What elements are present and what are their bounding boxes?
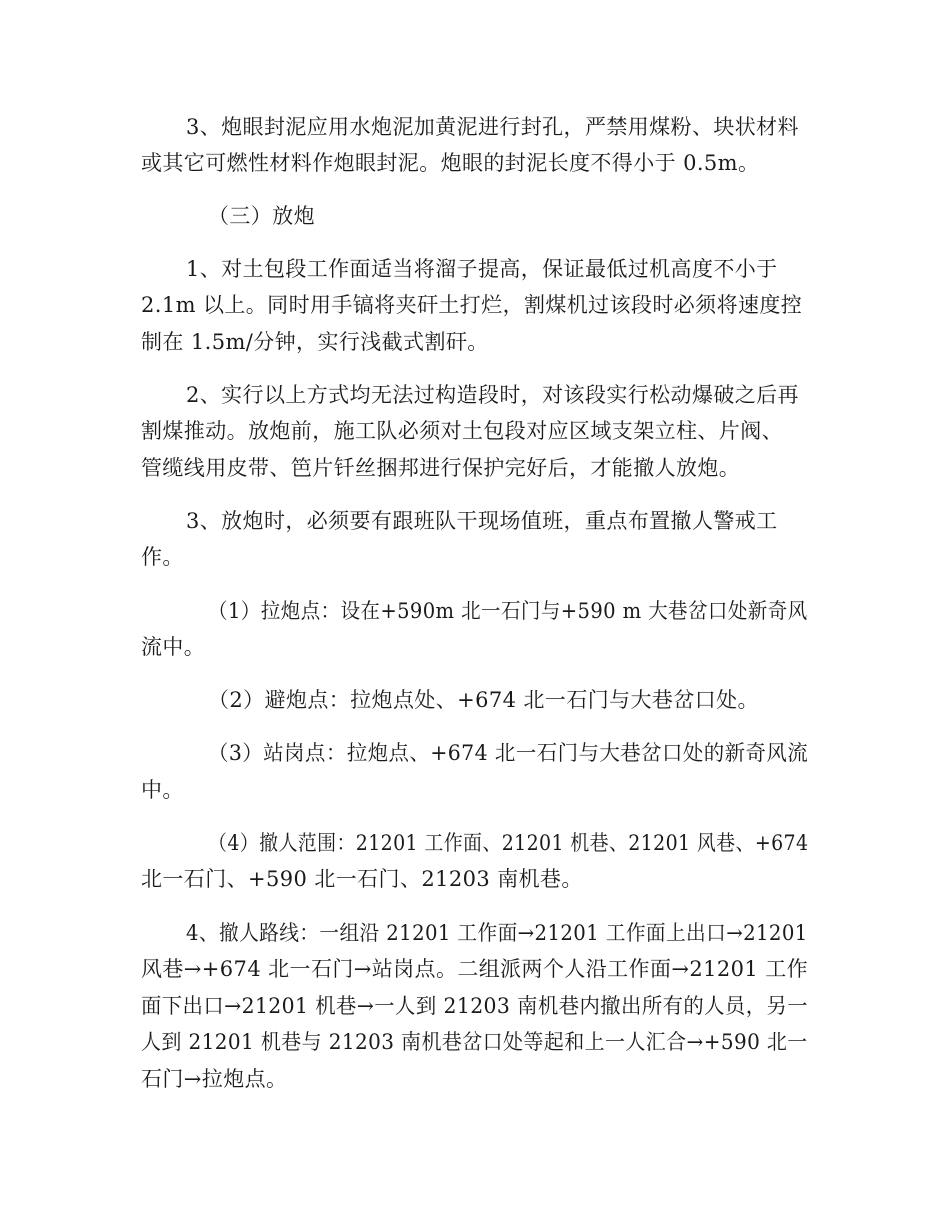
paragraph-line: 割煤推动。放炮前，施工队必须对土包段对应区域支架立柱、片阀、 [141,419,783,443]
paragraph-line: 北一石门、+590 北一石门、21203 南机巷。 [141,867,583,891]
section-heading: （三）放炮 [208,204,315,228]
paragraph-line: 中。 [141,778,184,802]
paragraph-line: （1）拉炮点：设在+590m 北一石门与+590 m 大巷岔口处新奇风 [208,599,808,623]
paragraph-line: 流中。 [141,635,206,659]
paragraph-line: 或其它可燃性材料作炮眼封泥。炮眼的封泥长度不得小于 0.5m。 [141,151,760,175]
paragraph-line: 4、撤人路线：一组沿 21201 工作面→21201 工作面上出口→21201 [186,921,808,945]
paragraph-line: 风巷→+674 北一石门→站岗点。二组派两个人沿工作面→21201 工作 [141,957,809,981]
paragraph-line: （2）避炮点：拉炮点处、+674 北一石门与大巷岔口处。 [208,688,759,712]
paragraph-line: 石门→拉炮点。 [141,1067,288,1091]
paragraph-line: 制在 1.5m/分钟，实行浅截式割矸。 [141,330,489,354]
paragraph-line: （4）撤人范围：21201 工作面、21201 机巷、21201 风巷、+674 [208,831,809,855]
paragraph-line: 管缆线用皮带、笆片钎丝捆邦进行保护完好后，才能撤人放炮。 [141,456,741,480]
paragraph-line: （3）站岗点：拉炮点、+674 北一石门与大巷岔口处的新奇风流 [208,741,809,765]
paragraph-line: 3、炮眼封泥应用水炮泥加黄泥进行封孔，严禁用煤粉、块状材料 [186,115,799,139]
paragraph-line: 人到 21201 机巷与 21203 南机巷岔口处等起和上一人汇合→+590 北一 [141,1030,808,1054]
paragraph-line: 作。 [141,545,184,569]
paragraph-line: 1、对土包段工作面适当将溜子提高，保证最低过机高度不小于 [186,257,778,281]
paragraph-line: 2、实行以上方式均无法过构造段时，对该段实行松动爆破之后再 [186,383,799,407]
paragraph-line: 面下出口→21201 机巷→一人到 21203 南机巷内撤出所有的人员，另一 [141,994,809,1018]
paragraph-line: 3、放炮时，必须要有跟班队干现场值班，重点布置撤人警戒工 [186,509,778,533]
paragraph-line: 2.1m 以上。同时用手镐将夹矸土打烂，割煤机过该段时必须将速度控 [141,293,803,317]
